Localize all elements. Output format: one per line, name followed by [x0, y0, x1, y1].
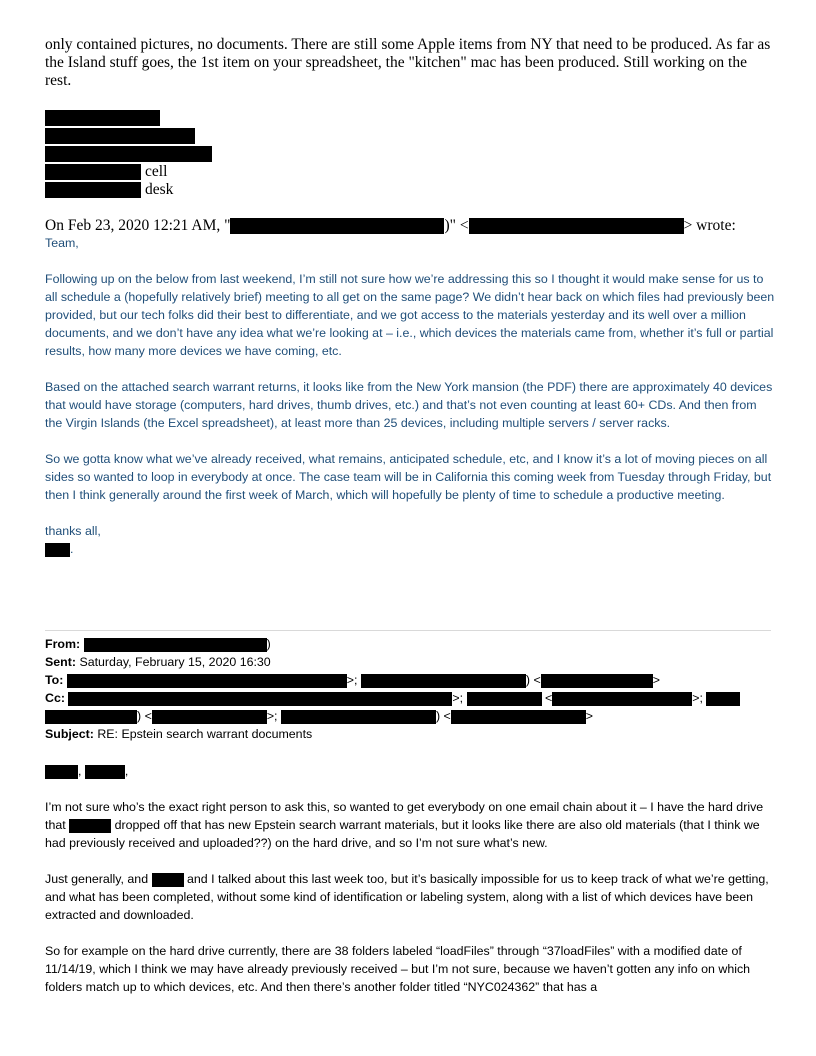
redaction-bar [68, 692, 452, 706]
redaction-bar [541, 674, 653, 688]
from-line [45, 635, 775, 653]
redaction-bar [706, 692, 740, 706]
redaction-bar [45, 146, 212, 162]
sent-label: Sent: [45, 655, 76, 669]
redaction-bar [451, 710, 586, 724]
message-header [45, 635, 775, 743]
redacted-name [230, 218, 444, 234]
redaction-bar [67, 674, 347, 688]
body-paragraph: So for example on the hard drive currently, there are 38 folders labeled “loadFiles” through “37loadFiles” with a modified date of 11/14/19, which I think we may have already previously received – but I’m not sure, because we haven’t gotten any info on which folders match up to which devices, etc. And then there’s another folder titled “NYC024362” that has a [45, 944, 751, 994]
body-paragraph: Based on the attached search warrant returns, it looks like from the New York mansion (the PDF) there are approximately 40 devices that would have storage (computers, hard drives, thumb drives, etc.) and that’s not even counting at least 60+ CDs. And then from the Virgin Islands (the Excel spreadsheet), at least more than 25 devices, including multiple servers / server racks. [45, 380, 773, 430]
quote-prefix: On Feb 23, 2020 12:21 AM, " [45, 217, 231, 234]
email-body-latest [45, 234, 775, 558]
paragraph-text: and I talked about this last week too, but it’s basically impossible for us to keep track of what we’re getting, and what has been completed, without some kind of identification or labeling system, along with a list of which devices have been extracted and downloaded. [45, 872, 769, 922]
quote-mid: )" < [444, 217, 469, 234]
sent-line [45, 653, 775, 671]
paragraph-text: I’m not sure who’s the exact right person to ask this, so wanted to get everybody on one email chain about it – I have the hard drive that [45, 800, 764, 832]
subject-line [45, 725, 775, 743]
redaction-bar [45, 182, 141, 198]
redaction-bar [45, 128, 195, 144]
redaction-bar [467, 692, 542, 706]
redaction-bar [552, 692, 692, 706]
redaction-bar [361, 674, 526, 688]
redaction-bar [152, 873, 184, 887]
redaction-bar [45, 110, 160, 126]
redaction-bar [45, 710, 137, 724]
cell-label: cell [145, 163, 168, 180]
email-body-earlier [45, 762, 775, 996]
cc-label: Cc: [45, 691, 65, 705]
desk-label: desk [145, 181, 174, 198]
redacted-email [469, 218, 684, 234]
redaction-bar [281, 710, 436, 724]
to-label: To: [45, 673, 64, 687]
redaction-bar [85, 765, 125, 779]
greeting-redacted: , , [45, 762, 775, 780]
body-paragraph: So we gotta know what we’ve already received, what remains, anticipated schedule, etc, and I know it’s a lot of moving pieces on all sides so wanted to loop in everybody at once. The case team will be in California this coming week from Tuesday through Friday, but then I think generally around the first week of March, which will hopefully be plenty of time to schedule a productive meeting. [45, 452, 772, 502]
message-divider [45, 630, 771, 631]
redaction-bar [69, 819, 111, 833]
paragraph-text: Just generally, and [45, 872, 149, 886]
top-paragraph: only contained pictures, no documents. There are still some Apple items from NY that need to be produced. As far as the Island stuff goes, the 1st item on your spreadsheet, the "kitchen" mac has been produced. Still working on the rest. [45, 36, 771, 89]
cc-line-cont: ) < >; ) < > [45, 707, 775, 725]
cc-line: Cc: >; < >; [45, 689, 775, 707]
quote-suffix: > wrote: [683, 217, 736, 234]
subject-label: Subject: [45, 727, 94, 741]
from-tail: ) [266, 637, 271, 651]
subject-value: RE: Epstein search warrant documents [97, 727, 313, 741]
body-paragraph: Following up on the below from last weekend, I’m still not sure how we’re addressing this so I thought it would make sense for us to all schedule a (hopefully relatively brief) meeting to all get on the same page? We didn’t hear back on which files had previously been provided, but our tech folks did their best to differentiate, and we got access to the materials yesterday and its well over a million documents, and we don’t have any idea what we’re looking at – i.e., which devices the materials came from, whether it’s full or partial results, how many more devices we have coming, etc. [45, 272, 775, 358]
signoff: thanks all, [45, 524, 101, 538]
body-paragraph [45, 870, 775, 924]
redaction-bar [84, 638, 267, 652]
to-line: To: >; ) < > [45, 673, 660, 687]
redaction-bar [152, 710, 267, 724]
from-label: From: [45, 637, 81, 651]
sender-initials: . [45, 540, 775, 558]
redaction-bar [45, 765, 78, 779]
greeting: Team, [45, 236, 79, 250]
paragraph-text: dropped off that has new Epstein search warrant materials, but it looks like there are also old materials (that I think we had previously received and uploaded??) on the hard drive, and so I’m not sure what’s new. [45, 818, 760, 850]
redaction-bar [45, 543, 70, 557]
quote-attribution [45, 217, 736, 235]
sent-value: Saturday, February 15, 2020 16:30 [79, 655, 271, 669]
body-paragraph [45, 798, 775, 852]
redaction-bar [45, 164, 141, 180]
